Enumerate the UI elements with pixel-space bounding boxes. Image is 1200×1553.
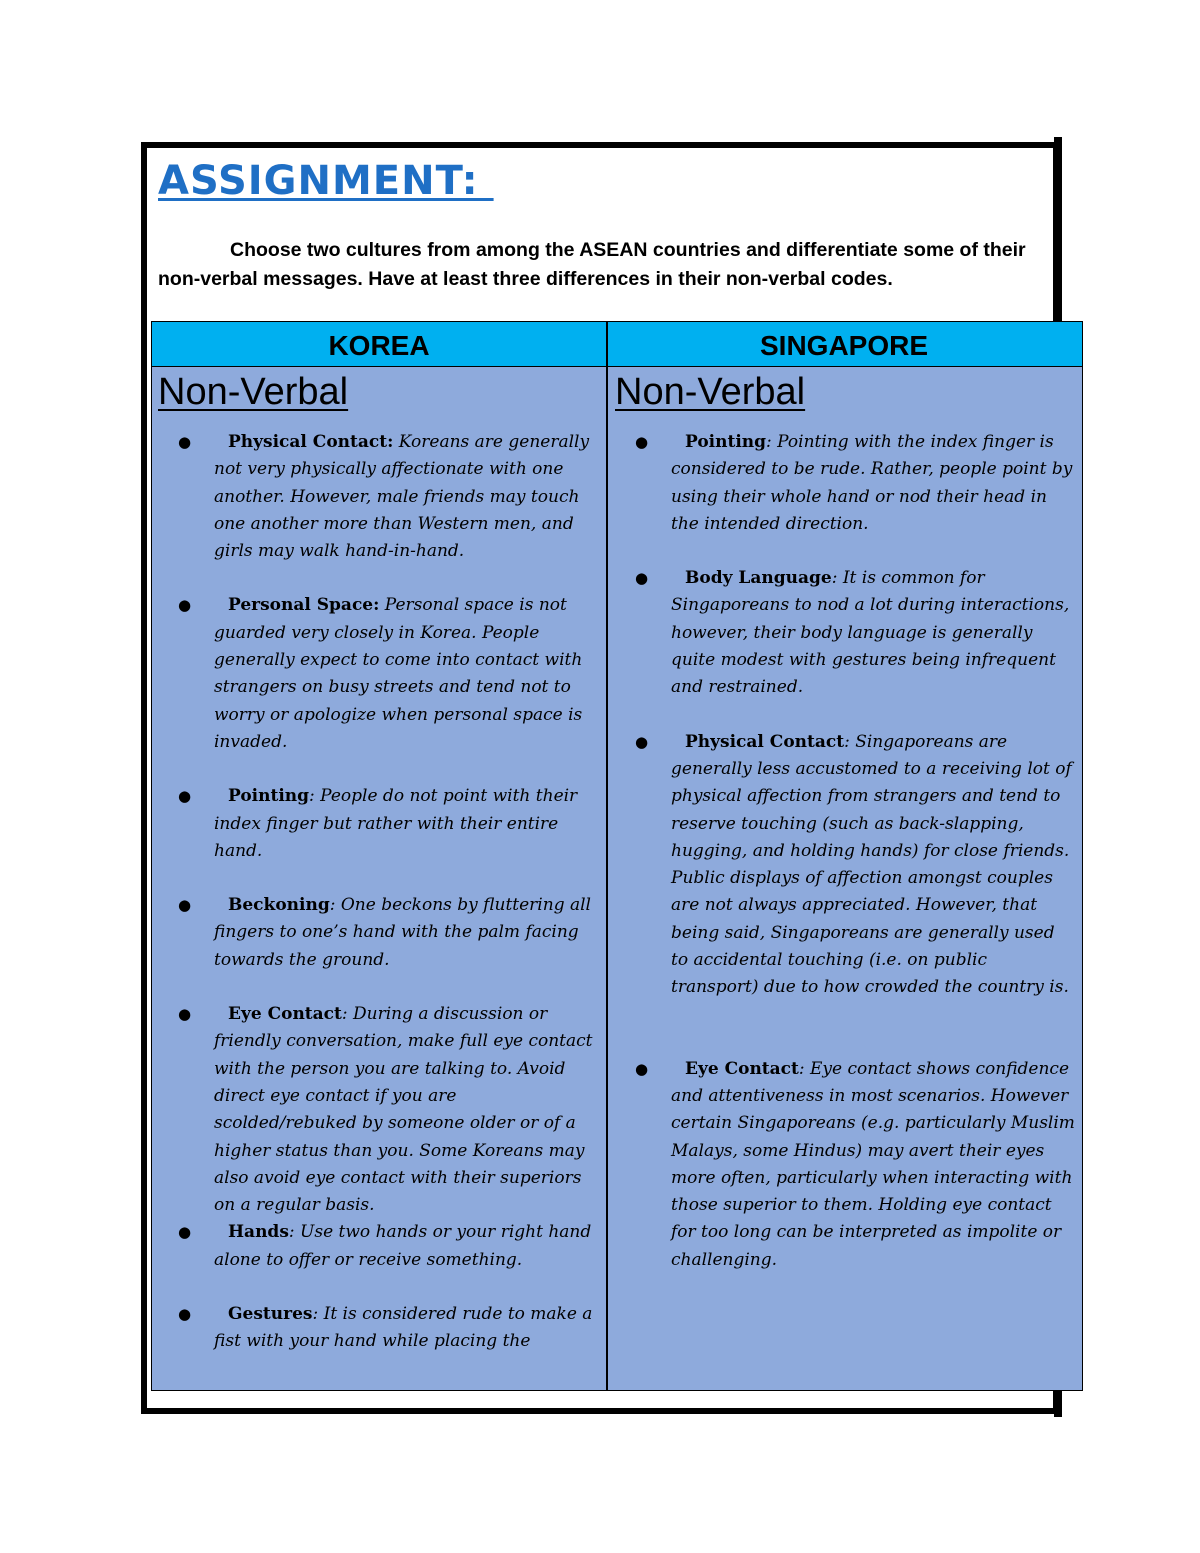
item-text: : People do not point with their index finger but rather with their entire hand. (214, 786, 578, 861)
comparison-table (151, 321, 1083, 1391)
item-text: : Use two hands or your right hand alone to offer or receive something. (214, 1222, 592, 1270)
item-text: : It is considered rude to make a fist with your hand while placing the (214, 1304, 593, 1352)
list-item (615, 1056, 1075, 1274)
singapore-column (615, 367, 1075, 1390)
item-term: Body Language (685, 568, 832, 589)
list-item (158, 1001, 604, 1219)
item-term: Eye Contact (685, 1058, 799, 1079)
list-item (158, 783, 604, 865)
korea-list (158, 429, 604, 1356)
list-item (158, 592, 604, 756)
item-term: Physical Contact: (228, 432, 394, 452)
bullet-icon: ● (635, 732, 649, 751)
bullet-icon: ● (178, 596, 192, 615)
item-text: Koreans are generally not very physically affectionate with one another. However, male friends may touch one another more than Western men, and girls may walk hand-in-hand. (214, 432, 590, 562)
korea-column (158, 367, 604, 1390)
item-term: Hands (228, 1222, 289, 1243)
assignment-instructions: Choose two cultures from among the ASEAN countries and differentiate some of their non-verbal messages. Have at least three differences in their non-verbal codes. (158, 239, 1026, 290)
item-text: : Singaporeans are generally less accustomed to a receiving lot of physical affection from strangers and tend to reserve touching (such as back-slapping, hugging, and holding hands) for close friends. Public displays of affection amongst couples are not always appreciated. However, that being said, Singaporeans are generally used to accidental touching (i.e. on public transport) due to how crowded the country is. (671, 731, 1072, 998)
korea-subtitle: Non-Verbal (158, 371, 349, 413)
list-item (615, 729, 1075, 1002)
column-divider (606, 322, 608, 1390)
list-item (158, 429, 604, 565)
item-term: Eye Contact (228, 1004, 342, 1025)
list-item (158, 1301, 604, 1356)
item-term: Beckoning (228, 895, 330, 916)
assignment-title: ASSIGNMENT: (158, 158, 494, 204)
item-text: : Eye contact shows confidence and attentiveness in most scenarios. However certain Singaporeans (e.g. particularly Muslim Malays, some Hindus) may avert their eyes more often, particularly when interacting with those superior to them. Holding eye contact for too long can be interpreted as impolite or challenging. (671, 1058, 1075, 1270)
bullet-icon: ● (178, 433, 192, 451)
bullet-icon: ● (178, 787, 192, 806)
item-text: : One beckons by fluttering all fingers to one’s hand with the palm facing towards the ground. (214, 895, 591, 970)
item-term: Physical Contact (685, 731, 845, 752)
item-text: Personal space is not guarded very closely in Korea. People generally expect to come into contact with strangers on busy streets and tend not to worry or apologize when personal space is invaded. (214, 595, 583, 752)
item-term: Pointing (685, 432, 767, 452)
bullet-icon: ● (178, 1305, 192, 1324)
list-item (615, 565, 1075, 701)
item-text: : It is common for Singaporeans to nod a lot during interactions, however, their body language is generally quite modest with gestures being infrequent and restrained. (671, 568, 1070, 698)
column-header-singapore: SINGAPORE (606, 322, 1082, 367)
bullet-icon: ● (178, 1223, 192, 1242)
list-item (158, 1219, 604, 1274)
item-text: : Pointing with the index finger is considered to be rude. Rather, people point by using their whole hand or nod their head in the intended direction. (671, 432, 1073, 534)
item-term: Gestures (228, 1304, 313, 1325)
list-item (158, 892, 604, 974)
singapore-subtitle: Non-Verbal (615, 371, 806, 413)
column-header-korea: KOREA (152, 322, 606, 367)
bullet-icon: ● (635, 569, 649, 588)
item-term: Pointing (228, 786, 310, 807)
item-term: Personal Space: (228, 595, 380, 616)
bullet-icon: ● (635, 433, 649, 451)
item-text: : During a discussion or friendly conversation, make full eye contact with the person you are talking to. Avoid direct eye contact if you are scolded/rebuked by someone older or of a higher status than you. Some Koreans may also avoid eye contact with their superiors on a regular basis. (214, 1004, 593, 1216)
bullet-icon: ● (178, 1005, 192, 1024)
bullet-icon: ● (178, 896, 192, 915)
bullet-icon: ● (635, 1059, 649, 1078)
singapore-list (615, 429, 1075, 1274)
list-item (615, 429, 1075, 538)
